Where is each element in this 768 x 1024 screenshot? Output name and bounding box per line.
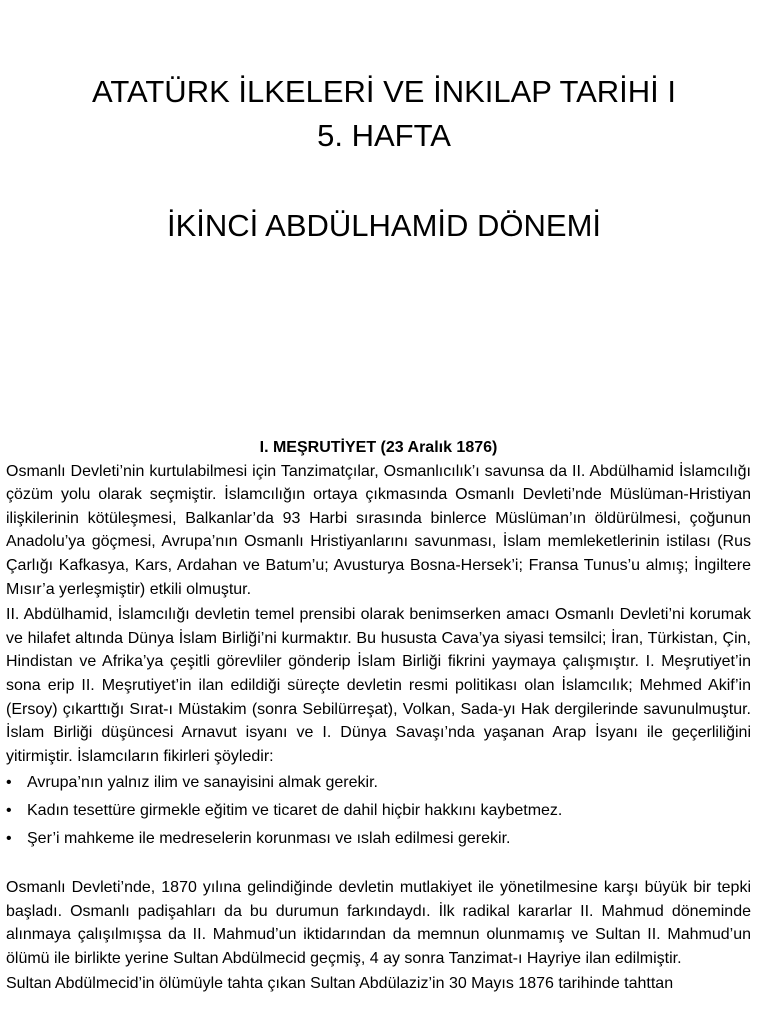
ideas-list <box>6 771 751 850</box>
document-body <box>6 436 751 996</box>
list-item <box>6 827 751 851</box>
paragraph-4: Sultan Abdülmecid’in ölümüyle tahta çıkan Sultan Abdülaziz’in 30 Mayıs 1876 tarihinde tahttan <box>6 975 674 993</box>
course-title: ATATÜRK İLKELERİ VE İNKILAP TARİHİ I <box>91 74 676 109</box>
week-label: 5. HAFTA <box>317 118 451 153</box>
list-item-text: Şer’i mahkeme ile medreselerin korunması ve ıslah edilmesi gerekir. <box>27 829 511 847</box>
paragraph-3: Osmanlı Devleti’nde, 1870 yılına gelindiğinde devletin mutlakiyet ile yönetilmesine karşı büyük bir tepki başladı. Osmanlı padişahları da bu durumun farkındaydı. İlk radikal kararlar II. Mahmud döneminde alınmaya çalışılmışsa da II. Mahmud’un iktidarından da memnun olunmamış ve Sultan II. Mahmud’un ölümü ile birlikte yerine Sultan Abdülmecid geçmiş, 4 ay sonra Tanzimat-ı Hayriye ilan edilmiştir. <box>6 879 751 967</box>
document-title <box>0 70 768 248</box>
paragraph-2: II. Abdülhamid, İslamcılığı devletin temel prensibi olarak benimserken amacı Osmanlı Devleti’ni korumak ve hilafet altında Dünya İslam Birliği’ni kurmaktır. Bu hususta Cava’ya siyasi temsilci; İran, Türkistan, Çin, Hindistan ve Afrika’ya çeşitli görevliler gönderip İslam Birliği fikrini yaymaya çalışmıştır. I. Meşrutiyet’in sona erip II. Meşrutiyet’in ilan edildiği süreçte devletin resmi politikası olan İslamcılık; Mehmed Akif’in (Ersoy) çıkarttığı Sırat-ı Müstakim (sonra Sebilürreşat), Volkan, Sada-yı Hak dergilerinde savunulmuştur. İslam Birliği düşüncesi Arnavut isyanı ve I. Dünya Savaşı’nda yaşanan Arap İsyanı ile geçerliliğini yitirmiştir. İslamcıların fikirleri şöyledir: <box>6 606 751 765</box>
list-item <box>6 799 751 823</box>
section-heading: I. MEŞRUTİYET (23 Aralık 1876) <box>259 439 498 456</box>
bullet-icon: • <box>6 774 12 792</box>
list-item-text: Avrupa’nın yalnız ilim ve sanayisini almak gerekir. <box>27 774 378 792</box>
bullet-icon: • <box>6 829 12 847</box>
bullet-icon: • <box>6 801 12 819</box>
topic-title: İKİNCİ ABDÜLHAMİD DÖNEMİ <box>166 208 602 243</box>
list-item-text: Kadın tesettüre girmekle eğitim ve ticaret de dahil hiçbir hakkını kaybetmez. <box>27 801 563 819</box>
paragraph-1: Osmanlı Devleti’nin kurtulabilmesi için Tanzimatçılar, Osmanlıcılık’ı savunsa da II. Abdülhamid İslamcılığı çözüm yolu olarak seçmiştir. İslamcılığın ortaya çıkmasında Osmanlı Devleti’nde Müslüman-Hristiyan ilişkilerinin kötüleşmesi, Balkanlar’da 93 Harbi sırasında binlerce Müslüman’ın öldürülmesi, çoğunun Anadolu’ya göçmesi, Avrupa’nın Osmanlı Hristiyanlarını savunması, İslam memleketlerinin istilası (Rus Çarlığı Kafkasya, Kars, Ardahan ve Batum’u; Avusturya Bosna-Hersek’i; Fransa Tunus’u almış; İngiltere Mısır’a yerleşmiştir) etkili olmuştur. <box>6 462 751 598</box>
list-item <box>6 771 751 795</box>
